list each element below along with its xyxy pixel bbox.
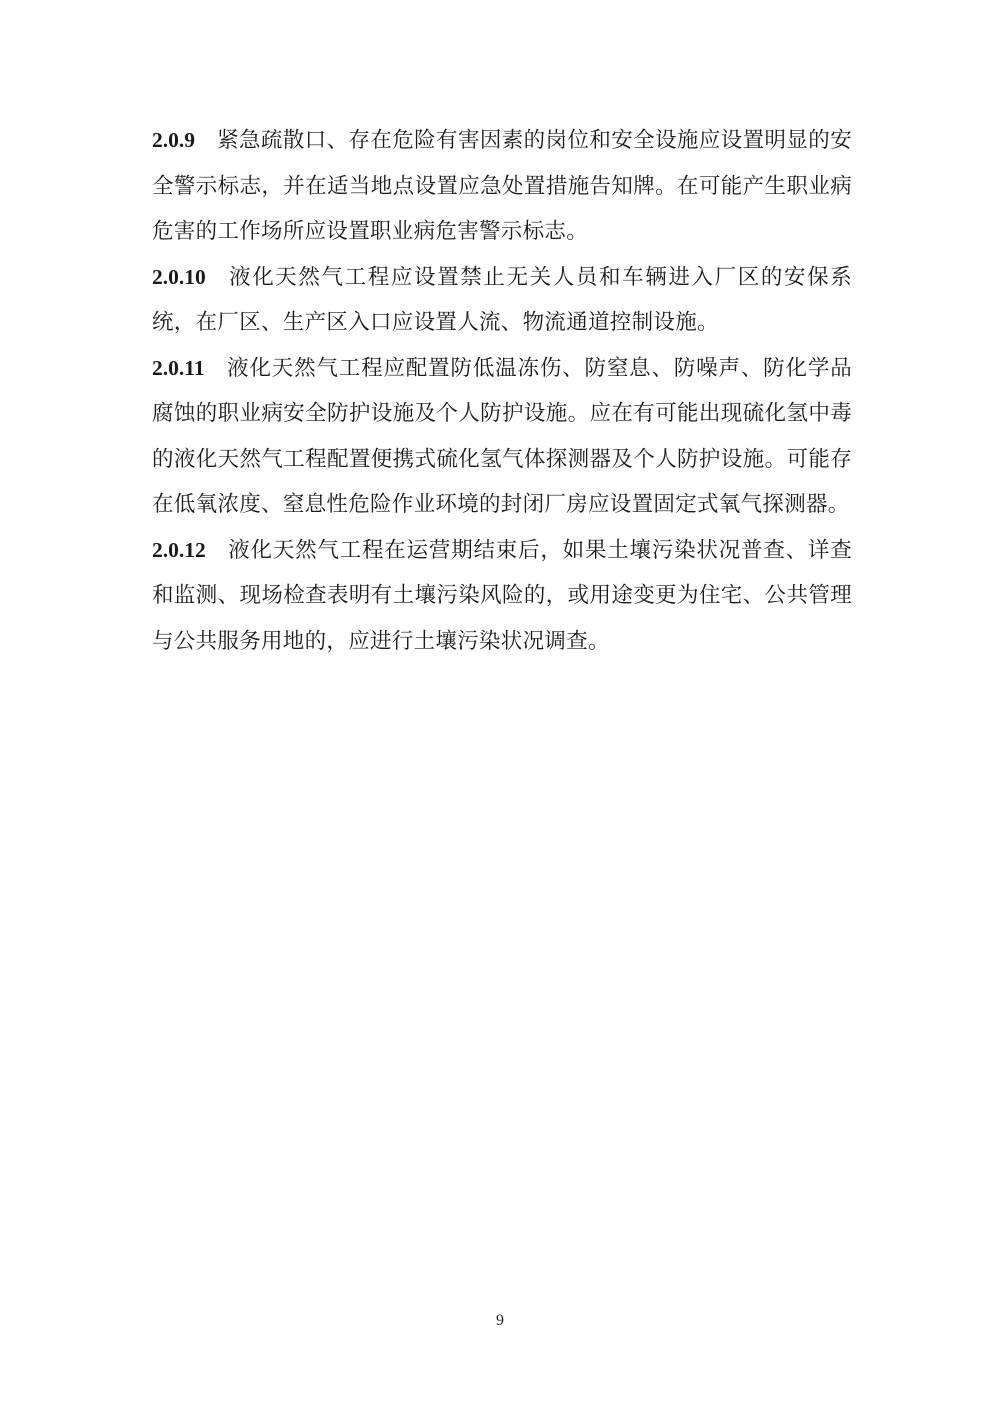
clause-2-0-12 (152, 528, 852, 665)
clause-number: 2.0.11 (152, 355, 205, 380)
clause-text: 液化天然气工程应配置防低温冻伤、防窒息、防噪声、防化学品腐蚀的职业病安全防护设施及个人防护设施。应在有可能出现硫化氢中毒的液化天然气工程配置便携式硫化氢气体探测器及个人防护设施。可能存在低氧浓度、窒息性危险作业环境的封闭厂房应设置固定式氧气探测器。 (152, 355, 852, 517)
clause-number: 2.0.9 (152, 128, 195, 152)
clause-2-0-9 (152, 118, 852, 255)
clause-number: 2.0.10 (152, 264, 206, 289)
clause-text: 液化天然气工程应设置禁止无关人员和车辆进入厂区的安保系统，在厂区、生产区入口应设置人流、物流通道控制设施。 (152, 264, 852, 335)
document-body (152, 118, 852, 664)
clause-text: 液化天然气工程在运营期结束后，如果土壤污染状况普查、详查和监测、现场检查表明有土壤污染风险的，或用途变更为住宅、公共管理与公共服务用地的，应进行土壤污染状况调查。 (152, 537, 852, 654)
clause-2-0-10 (152, 255, 852, 346)
page-number: 9 (496, 1312, 504, 1329)
clause-number: 2.0.12 (152, 537, 206, 562)
clause-2-0-11 (152, 346, 852, 528)
clause-text: 紧急疏散口、存在危险有害因素的岗位和安全设施应设置明显的安全警示标志，并在适当地点设置应急处置措施告知牌。在可能产生职业病危害的工作场所应设置职业病危害警示标志。 (152, 128, 852, 244)
